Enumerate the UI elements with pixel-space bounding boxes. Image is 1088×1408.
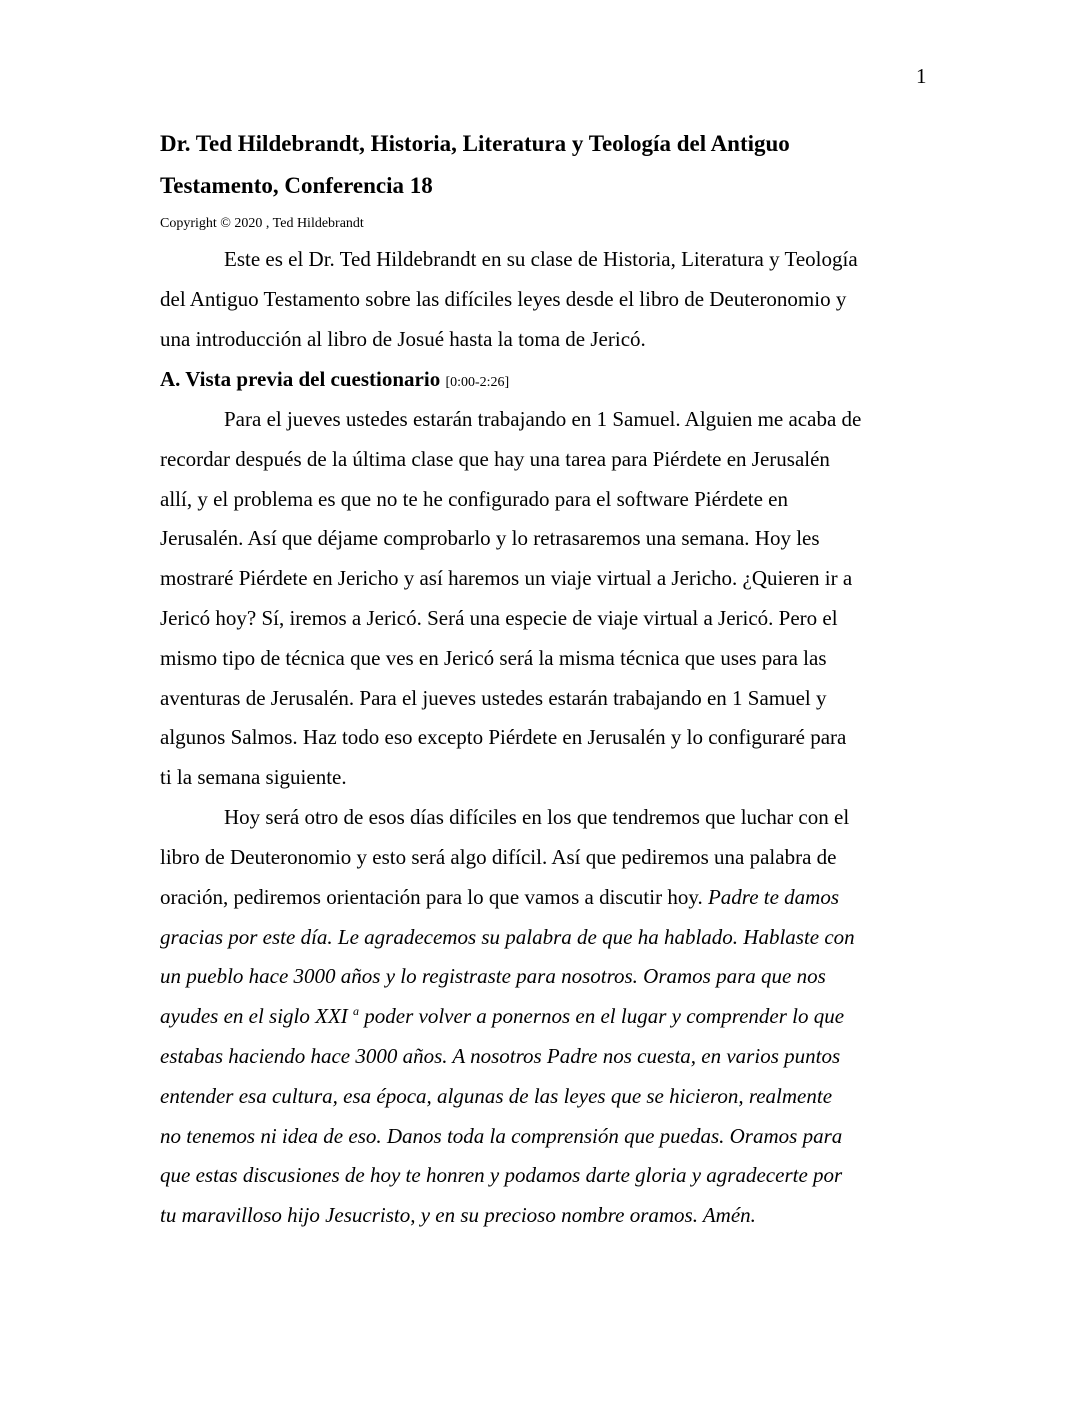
copyright-notice: Copyright © 2020 , Ted Hildebrandt xyxy=(160,216,364,231)
ordinal-superscript: a xyxy=(353,1004,360,1018)
paragraph-line: Jerusalén. Así que déjame comprobarlo y lo retrasaremos una semana. Hoy les xyxy=(160,526,820,550)
prayer-line: gracias por este día. Le agradecemos su palabra de que ha hablado. Hablaste con xyxy=(160,925,855,949)
page-number: 1 xyxy=(916,64,927,88)
prayer-line: un pueblo hace 3000 años y lo registraste para nosotros. Oramos para que nos xyxy=(160,964,826,988)
paragraph-line: mismo tipo de técnica que ves en Jericó será la misma técnica que uses para las xyxy=(160,646,827,670)
intro-line: del Antiguo Testamento sobre las difíciles leyes desde el libro de Deuteronomio y xyxy=(160,287,847,311)
prayer-text: poder volver a ponernos en el lugar y comprender lo que xyxy=(359,1004,845,1028)
paragraph-text: oración, pediremos orientación para lo que vamos a discutir hoy. xyxy=(160,885,708,909)
prayer-line: no tenemos ni idea de eso. Danos toda la comprensión que puedas. Oramos para xyxy=(160,1124,843,1148)
paragraph-line: Para el jueves ustedes estarán trabajando en 1 Samuel. Alguien me acaba de xyxy=(224,407,862,431)
intro-line: una introducción al libro de Josué hasta la toma de Jericó. xyxy=(160,327,646,351)
section-heading xyxy=(160,366,509,396)
paragraph-line: recordar después de la última clase que hay una tarea para Piérdete en Jerusalén xyxy=(160,447,830,471)
prayer-text: ayudes en el siglo XXI xyxy=(160,1004,354,1028)
paragraph-line: mostraré Piérdete en Jericho y así haremos un viaje virtual a Jericho. ¿Quieren ir a xyxy=(160,566,853,590)
paragraph-line xyxy=(160,884,839,910)
paragraph-line: aventuras de Jerusalén. Para el jueves ustedes estarán trabajando en 1 Samuel y xyxy=(160,686,827,710)
section-heading-text: A. Vista previa del cuestionario xyxy=(160,367,441,391)
prayer-line xyxy=(160,1003,844,1029)
paragraph-line: ti la semana siguiente. xyxy=(160,765,347,789)
paragraph-line: Jericó hoy? Sí, iremos a Jericó. Será una especie de viaje virtual a Jericó. Pero el xyxy=(160,606,838,630)
prayer-text: Padre te damos xyxy=(707,885,840,909)
prayer-line: que estas discusiones de hoy te honren y podamos darte gloria y agradecerte por xyxy=(160,1163,843,1187)
paragraph-line: Hoy será otro de esos días difíciles en los que tendremos que luchar con el xyxy=(224,805,850,829)
paragraph-line: allí, y el problema es que no te he configurado para el software Piérdete en xyxy=(160,487,789,511)
document-title-line-2: Testamento, Conferencia 18 xyxy=(160,173,433,198)
paragraph-line: algunos Salmos. Haz todo eso excepto Piérdete en Jerusalén y lo configuraré para xyxy=(160,725,847,749)
intro-line: Este es el Dr. Ted Hildebrandt en su clase de Historia, Literatura y Teología xyxy=(224,247,858,271)
paragraph-line: libro de Deuteronomio y esto será algo difícil. Así que pediremos una palabra de xyxy=(160,845,837,869)
prayer-line: entender esa cultura, esa época, algunas de las leyes que se hicieron, realmente xyxy=(160,1084,833,1108)
prayer-line: tu maravilloso hijo Jesucristo, y en su precioso nombre oramos. Amén. xyxy=(160,1203,756,1227)
section-timestamp: [0:00-2:26] xyxy=(445,375,510,390)
document-title-line-1: Dr. Ted Hildebrandt, Historia, Literatura y Teología del Antiguo xyxy=(160,131,790,156)
prayer-line: estabas haciendo hace 3000 años. A nosotros Padre nos cuesta, en varios puntos xyxy=(160,1044,841,1068)
